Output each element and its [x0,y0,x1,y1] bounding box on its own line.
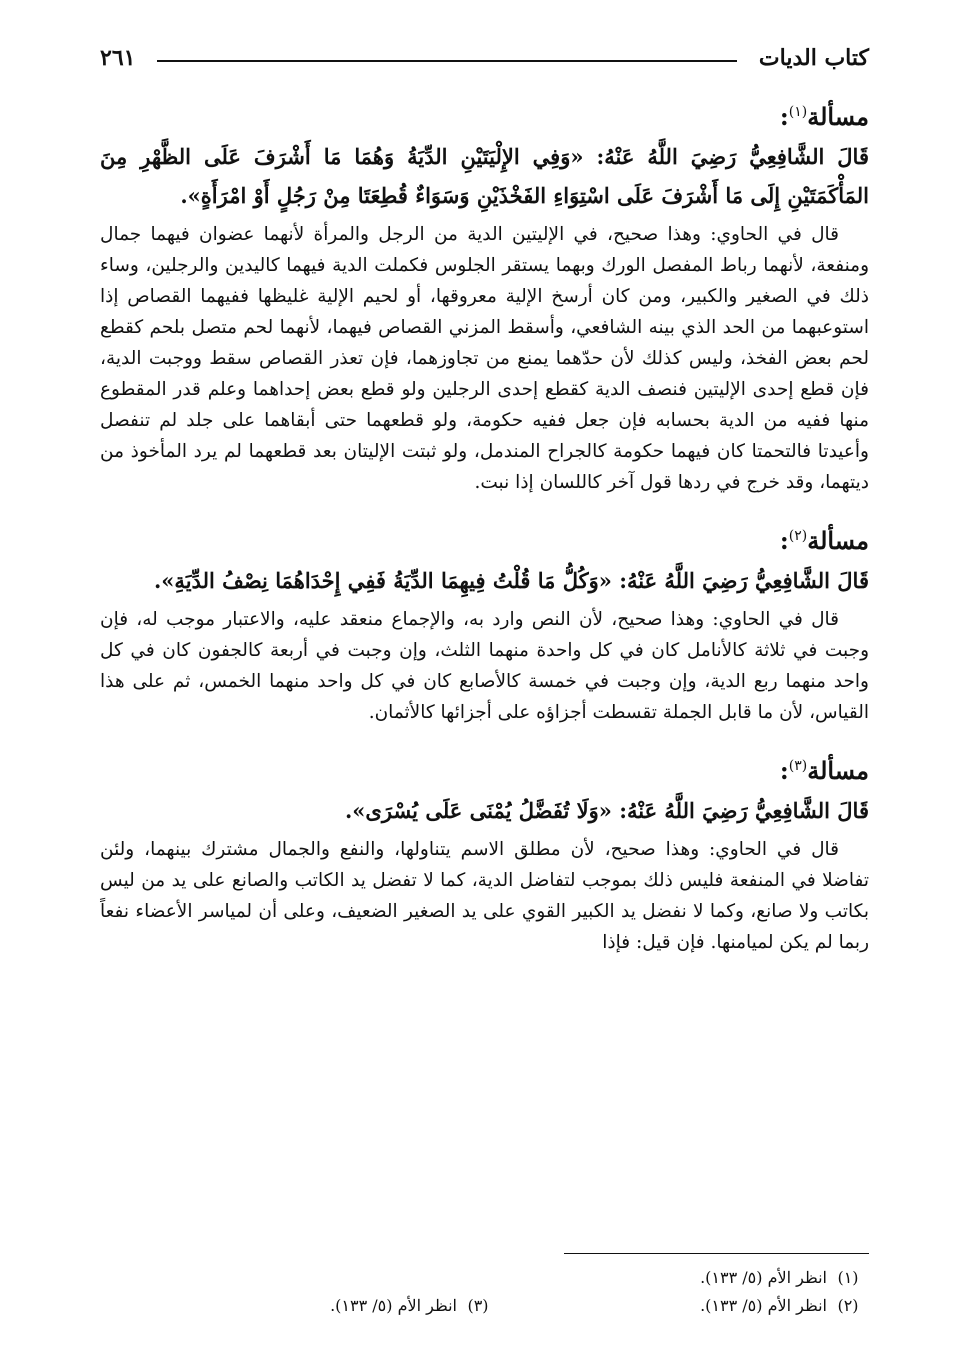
footnote-rule [564,1253,869,1254]
footnote-ref[interactable]: (٣) [788,758,808,774]
footnote-row [100,1292,869,1320]
masala-title: مسألة [807,756,869,785]
footnote-ref[interactable]: (١) [788,104,808,120]
footnote-1 [499,1264,869,1292]
footnote-text: انظر الأم (٥/ ١٣٣). [330,1296,457,1315]
page-body [100,86,869,976]
page-header [100,40,869,76]
footnote-row [100,1264,869,1292]
sharh-text-3: قال في الحاوي: وهذا صحيح، لأن مطلق الاسم يتناولها، والنفع والجمال مشترك بينهما، ولئن تفاضلا في المنفعة فليس ذلك بموجب لتفاضل الدية، كما لا تفضل يد الكاتب والصانع على يد من ليس بكاتب ولا صانع، وكما لا نفضل يد الكبير القوي على يد الصغير الضعيف، وعلى أن لمياسر الأعضاء نفعاً ربما لم يكن لميامنها. فإن قيل: فإذا [100,839,869,953]
footnote-number: (١) [837,1268,859,1287]
matn-text-2: قَالَ الشَّافِعِيُّ رَضِيَ اللَّهُ عَنْهُ: «وَكُلُّ مَا قُلْتُ فِيهِمَا الدِّيَةُ فَفِي إِحْدَاهُمَا نِصْفُ الدِّيَةِ». [154,568,869,593]
footnote-text: انظر الأم (٥/ ١٣٣). [700,1296,827,1315]
running-title: كتاب الديات [758,45,869,71]
masala-heading-3: مسألة$^{(٣)}$: [779,756,869,785]
footnote-3 [129,1292,499,1320]
footnote-number: (٢) [837,1296,859,1315]
footnote-text: انظر الأم (٥/ ١٣٣). [700,1268,827,1287]
masala-heading-1: مسألة$^{(١)}$: [779,102,869,131]
footnotes [100,1253,869,1320]
page-number: ٢٦١ [100,45,136,71]
masala-title: مسألة [807,526,869,555]
footnote-2 [499,1292,869,1320]
header-rule [157,60,736,62]
footnote-number: (٣) [467,1296,489,1315]
matn-text-1: قَالَ الشَّافِعِيُّ رَضِيَ اللَّهُ عَنْهُ: «وَفِي الإِلْيَتَيْنِ الدِّيَةُ وَهُمَا مَا أَشْرَفَ عَلَى الظَّهْرِ مِنَ المَأْكَمَتَيْنِ إِلَى مَا أَشْرَفَ عَلَى اسْتِوَاءِ الفَخْذَيْنِ وَسَوَاءٌ قُطِعَتَا مِنْ رَجُلٍ أَوْ امْرَأَةٍ». [100,144,869,208]
sharh-text-2: قال في الحاوي: وهذا صحيح، لأن النص وارد به، والإجماع منعقد عليه، والاعتبار موجب له، فإن وجبت في ثلاثة كالأنامل كان في كل واحدة منهما الثلث، وإن وجبت في أربعة كالجفون كان في كل واحد منهما ربع الدية، وإن وجبت في خمسة كالأصابع كان في كل واحد منهما الخمس، ثم على هذا القياس، لأن ما قابل الجملة تقسطت أجزاؤه على أجزائها كالأثمان. [100,609,869,723]
footnote-ref[interactable]: (٢) [788,528,808,544]
matn-text-3: قَالَ الشَّافِعِيُّ رَضِيَ اللَّهُ عَنْهُ: «وَلَا تُفَضَّلُ يُمْنَى عَلَى يُسْرَى». [344,798,869,823]
masala-heading-2: مسألة$^{(٢)}$: [779,526,869,555]
sharh-text-1: قال في الحاوي: وهذا صحيح، في الإليتين الدية من الرجل والمرأة لأنهما عضوان فيهما جمال ومنفعة، لأنهما رباط المفصل الورك وبهما يستقر الجلوس فكملت الدية فيهما كاليدين والرجلين، وساء ذلك في الصغير والكبير، ومن كان أرسخ الإلية معروقها، أو لحيم الإلية غليظها ففيهما القصاص إذا استوعبهما من الحد الذي بينه الشافعي، وأسقط المزني القصاص فيهما، لأنهما لحم متصل بلحم كقطع لحم بعض الفخذ، وليس كذلك لأن حدّهما يمنع من تجاوزهما، فإن تعذر القصاص سقط ووجبت الدية، فإن قطع إحدى الإليتين فنصف الدية كقطع إحدى الرجلين ولو قطع بعض إحداهما وعلم قدر المقطوع منها ففيه من الدية بحسابه فإن جعل ففيه حكومة، ولو قطعهما حتى أبقاهما على جلد لم تنفصل وأعيدتا فالتحمتا كان فيهما حكومة كالجراح المندمل، ولو ثبتت الإليتان بعد قطعهما لم يرد المأخوذ من ديتهما، وقد خرج في ردها قول آخر كاللسان إذا نبت. [100,224,869,493]
masala-title: مسألة [807,102,869,131]
